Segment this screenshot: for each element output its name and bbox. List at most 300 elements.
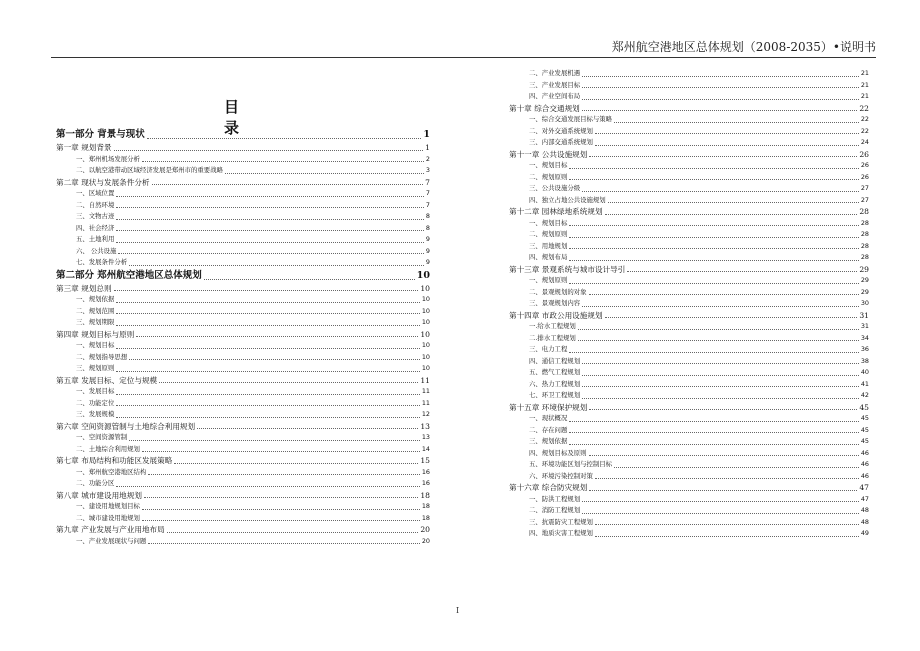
toc-leader-dots [582, 362, 859, 364]
toc-entry-chapter[interactable] [56, 421, 430, 433]
toc-entry-section[interactable] [56, 154, 430, 166]
toc-entry-section[interactable] [509, 448, 869, 460]
toc-entry-label: 二.排水工程规划 [529, 333, 576, 342]
toc-entry-label: 三、规划依据 [529, 437, 568, 445]
toc-leader-dots [116, 218, 424, 220]
toc-entry-section[interactable] [509, 160, 869, 172]
toc-entry-chapter[interactable] [56, 490, 430, 502]
toc-entry-label: 一、现状概况 [529, 414, 568, 422]
toc-entry-label: 一、郑州航空港地区结构 [76, 467, 147, 476]
toc-entry-section[interactable] [509, 275, 869, 287]
toc-entry-page: 47 [860, 494, 869, 503]
toc-entry-label: 第一部分 背景与现状 [56, 129, 145, 140]
toc-entry-section[interactable] [509, 471, 869, 483]
toc-leader-dots [114, 289, 419, 291]
toc-entry-label: 二、产业发展机遇 [529, 69, 581, 77]
toc-entry-page: 29 [859, 264, 869, 274]
toc-entry-label: 三、景观规划内容 [529, 299, 581, 307]
toc-entry-label: 四、独立占地公共设施规划 [529, 195, 606, 204]
toc-entry-page: 10 [421, 364, 430, 372]
toc-entry-page: 10 [420, 329, 430, 339]
toc-entry-section[interactable] [509, 68, 869, 80]
toc-entry-section[interactable] [509, 367, 869, 379]
toc-entry-page: 1 [423, 129, 430, 140]
toc-entry-chapter[interactable] [56, 142, 430, 154]
toc-entry-label: 第二部分 郑州航空港地区总体规划 [56, 269, 202, 281]
toc-entry-section[interactable] [509, 333, 869, 345]
toc-entry-label: 三、电力工程 [529, 345, 568, 353]
toc-leader-dots [614, 121, 859, 123]
toc-leader-dots [605, 316, 858, 318]
toc-entry-label: 二、景观规划的对象 [529, 287, 587, 296]
toc-entry-chapter[interactable] [509, 310, 869, 322]
toc-entry-page: 29 [860, 287, 869, 296]
toc-leader-dots [116, 195, 424, 197]
toc-entry-page: 14 [421, 444, 430, 453]
toc-leader-dots [578, 339, 859, 341]
toc-entry-label: 二、规划原则 [529, 172, 568, 181]
toc-entry-page: 9 [425, 246, 430, 255]
toc-entry-label: 四、产业空间布局 [529, 92, 581, 100]
toc-entry-label: 二、存在问题 [529, 425, 568, 434]
toc-entry-chapter[interactable] [56, 455, 430, 467]
toc-entry-section[interactable] [509, 126, 869, 138]
toc-entry-label: 第十二章 园林绿地系统规划 [509, 207, 603, 216]
toc-entry-section[interactable] [56, 363, 430, 375]
toc-entry-label: 第六章 空间资源管制与土地综合利用规划 [56, 421, 196, 431]
toc-entry-section[interactable] [56, 223, 430, 235]
toc-entry-section[interactable] [56, 188, 430, 200]
toc-entry-label: 三、抗震防灾工程规划 [529, 517, 593, 526]
toc-entry-part[interactable] [56, 269, 430, 283]
toc-entry-page: 29 [860, 276, 869, 284]
toc-entry-section[interactable] [56, 501, 430, 513]
toc-entry-page: 10 [421, 295, 430, 303]
toc-entry-page: 42 [860, 391, 869, 399]
toc-leader-dots [116, 404, 420, 406]
toc-entry-label: 五、土地利用 [76, 235, 115, 243]
toc-leader-dots [142, 508, 420, 510]
toc-entry-page: 18 [421, 513, 430, 522]
toc-entry-section[interactable] [56, 257, 430, 269]
toc-entry-page: 46 [860, 448, 869, 457]
toc-entry-section[interactable] [509, 252, 869, 264]
toc-leader-dots [116, 485, 420, 487]
toc-entry-section[interactable] [56, 467, 430, 479]
toc-entry-section[interactable] [509, 80, 869, 92]
toc-entry-chapter[interactable] [509, 103, 869, 115]
toc-entry-page: 12 [421, 410, 430, 418]
toc-leader-dots [589, 489, 857, 491]
toc-leader-dots [118, 252, 424, 254]
toc-entry-label: 四、社会经济 [76, 223, 115, 232]
toc-entry-section[interactable] [509, 459, 869, 471]
toc-entry-page: 21 [860, 92, 869, 100]
toc-leader-dots [582, 500, 859, 502]
toc-entry-label: 二、对外交通系统规划 [529, 126, 593, 135]
toc-entry-page: 28 [859, 207, 869, 216]
toc-leader-dots [582, 86, 859, 88]
toc-entry-page: 28 [860, 253, 869, 261]
toc-entry-label: 第四章 规划目标与原则 [56, 329, 135, 339]
toc-entry-label: 三、规划原则 [76, 364, 115, 372]
toc-entry-page: 13 [421, 433, 430, 441]
toc-leader-dots [116, 241, 424, 243]
toc-entry-page: 8 [425, 223, 430, 232]
toc-entry-chapter[interactable] [56, 375, 430, 387]
toc-entry-section[interactable] [509, 425, 869, 437]
toc-entry-label: 三、规划期限 [76, 318, 115, 326]
toc-entry-page: 41 [860, 379, 869, 388]
toc-leader-dots [582, 385, 859, 387]
toc-leader-dots [116, 393, 420, 395]
toc-leader-dots [148, 542, 420, 544]
toc-entry-label: 一、规划原则 [529, 276, 568, 284]
toc-entry-page: 16 [421, 479, 430, 487]
toc-leader-dots [582, 190, 859, 192]
toc-entry-section[interactable] [509, 494, 869, 506]
toc-leader-dots [569, 282, 859, 284]
toc-entry-page: 36 [860, 345, 869, 353]
toc-entry-page: 49 [860, 529, 869, 537]
toc-leader-dots [589, 293, 859, 295]
toc-entry-label: 二、功能分区 [76, 479, 115, 487]
toc-leader-dots [569, 443, 859, 445]
toc-entry-page: 45 [859, 402, 869, 412]
toc-entry-page: 28 [860, 241, 869, 250]
toc-entry-section[interactable] [509, 528, 869, 540]
toc-entry-section[interactable] [509, 413, 869, 425]
toc-entry-label: 三、公共设施分级 [529, 184, 581, 192]
toc-entry-label: 一、产业发展现状与问题 [76, 536, 147, 545]
toc-entry-page: 28 [860, 218, 869, 227]
toc-entry-section[interactable] [509, 137, 869, 149]
toc-leader-dots [159, 381, 418, 383]
toc-entry-section[interactable] [509, 183, 869, 195]
toc-title: 目 录 [224, 98, 248, 137]
toc-entry-page: 9 [425, 258, 430, 266]
toc-leader-dots [116, 347, 420, 349]
toc-entry-page: 11 [421, 387, 430, 395]
toc-leader-dots [144, 496, 418, 498]
page-number: I [456, 606, 460, 615]
toc-entry-page: 10 [421, 318, 430, 326]
toc-entry-page: 45 [860, 437, 869, 445]
toc-entry-label: 二、自然环境 [76, 200, 115, 209]
toc-leader-dots [174, 462, 418, 464]
toc-entry-page: 46 [860, 460, 869, 468]
toc-entry-label: 第十四章 市政公用设施规划 [509, 310, 603, 320]
toc-entry-page: 20 [420, 525, 430, 534]
toc-leader-dots [129, 439, 420, 441]
toc-entry-page: 31 [860, 322, 869, 330]
toc-entry-label: 五、燃气工程规划 [529, 368, 581, 376]
toc-leader-dots [167, 531, 419, 533]
toc-entry-label: 一、综合交通发展目标与策略 [529, 115, 613, 123]
toc-leader-dots [116, 229, 424, 231]
toc-leader-dots [147, 137, 422, 139]
toc-entry-page: 7 [425, 189, 430, 197]
toc-entry-page: 26 [859, 149, 869, 159]
toc-entry-section[interactable] [56, 478, 430, 490]
toc-entry-section[interactable] [56, 211, 430, 223]
toc-entry-section[interactable] [509, 229, 869, 241]
toc-entry-label: 六、 公共设施 [76, 246, 117, 255]
toc-entry-page: 11 [421, 398, 430, 407]
toc-leader-dots [595, 477, 859, 479]
toc-entry-section[interactable] [56, 340, 430, 352]
toc-entry-label: 四、规划布局 [529, 253, 568, 261]
toc-entry-chapter[interactable] [56, 283, 430, 295]
toc-leader-dots [582, 512, 859, 514]
toc-entry-chapter[interactable] [56, 329, 430, 341]
toc-entry-label: 六、热力工程规划 [529, 379, 581, 388]
toc-entry-label: 五、环境功能区划与控制目标 [529, 460, 613, 468]
toc-entry-page: 10 [421, 341, 430, 349]
toc-entry-label: 四、地质灾害工程规划 [529, 529, 593, 537]
toc-entry-page: 10 [421, 306, 430, 315]
toc-entry-label: 一、规划目标 [529, 161, 568, 169]
toc-entry-section[interactable] [56, 306, 430, 318]
toc-entry-label: 二、消防工程规划 [529, 506, 581, 514]
toc-entry-section[interactable] [509, 390, 869, 402]
toc-entry-page: 18 [420, 490, 430, 500]
toc-leader-dots [116, 301, 420, 303]
toc-entry-label: 一.给水工程规划 [529, 322, 576, 330]
toc-entry-page: 40 [860, 368, 869, 376]
toc-entry-page: 38 [860, 356, 869, 365]
toc-entry-page: 10 [421, 352, 430, 361]
toc-leader-dots [197, 427, 418, 429]
toc-entry-section[interactable] [509, 321, 869, 333]
toc-entry-label: 第十一章 公共设施规划 [509, 149, 588, 159]
header-divider [51, 57, 876, 58]
toc-entry-chapter[interactable] [509, 206, 869, 218]
toc-leader-dots [225, 172, 424, 174]
toc-entry-section[interactable] [56, 444, 430, 456]
toc-leader-dots [589, 454, 859, 456]
toc-entry-label: 三、用地规划 [529, 241, 568, 250]
toc-leader-dots [142, 519, 420, 521]
toc-entry-page: 2 [425, 154, 430, 163]
toc-leader-dots [152, 183, 424, 185]
toc-entry-label: 四、规划目标及原则 [529, 448, 587, 457]
toc-leader-dots [569, 259, 859, 261]
toc-leader-dots [129, 264, 424, 266]
toc-entry-label: 二、以航空港带动区域经济发展是郑州市的重要战略 [76, 166, 223, 174]
toc-leader-dots [114, 149, 424, 151]
toc-entry-section[interactable] [56, 317, 430, 329]
toc-entry-page: 10 [420, 283, 430, 293]
toc-entry-page: 48 [860, 506, 869, 514]
toc-entry-section[interactable] [509, 91, 869, 103]
toc-entry-label: 一、空间资源管制 [76, 433, 128, 441]
toc-entry-label: 三、产业发展目标 [529, 80, 581, 89]
toc-entry-section[interactable] [509, 287, 869, 299]
toc-leader-dots [595, 535, 859, 537]
toc-leader-dots [582, 374, 859, 376]
toc-entry-chapter[interactable] [509, 264, 869, 276]
toc-left-column [56, 128, 430, 547]
toc-entry-page: 9 [425, 235, 430, 243]
toc-entry-label: 第十五章 环境保护规划 [509, 402, 588, 412]
toc-leader-dots [582, 397, 859, 399]
toc-entry-label: 三、文物古迹 [76, 212, 115, 220]
toc-leader-dots [578, 328, 859, 330]
toc-entry-section[interactable] [509, 517, 869, 529]
toc-entry-label: 二、土地综合利用规划 [76, 444, 140, 453]
toc-entry-page: 15 [420, 456, 430, 465]
toc-entry-page: 1 [425, 143, 430, 152]
toc-entry-label: 第七章 布局结构和功能区发展策略 [56, 456, 173, 465]
toc-entry-page: 21 [860, 80, 869, 89]
toc-leader-dots [116, 206, 424, 208]
toc-entry-section[interactable] [56, 386, 430, 398]
toc-entry-label: 第十六章 综合防灾规划 [509, 483, 588, 492]
toc-entry-label: 六、环境污染控制对策 [529, 471, 593, 480]
toc-entry-label: 第一章 规划背景 [56, 143, 112, 152]
toc-entry-page: 27 [860, 195, 869, 204]
document-header: 郑州航空港地区总体规划（2008-2035）•说明书 [611, 40, 876, 54]
toc-entry-page: 22 [860, 115, 869, 123]
toc-entry-part[interactable] [56, 128, 430, 142]
toc-entry-page: 47 [859, 483, 869, 492]
toc-entry-section[interactable] [56, 165, 430, 177]
toc-entry-page: 24 [860, 138, 869, 146]
toc-leader-dots [582, 109, 858, 111]
toc-entry-page: 8 [425, 212, 430, 220]
toc-entry-section[interactable] [56, 409, 430, 421]
toc-entry-chapter[interactable] [509, 482, 869, 494]
toc-leader-dots [605, 213, 858, 215]
toc-entry-label: 二、规划范围 [76, 306, 115, 315]
toc-entry-section[interactable] [56, 513, 430, 525]
toc-leader-dots [569, 178, 859, 180]
toc-entry-chapter[interactable] [509, 402, 869, 414]
toc-entry-label: 一、规划目标 [76, 341, 115, 349]
toc-entry-section[interactable] [56, 352, 430, 364]
toc-entry-label: 第十三章 景观系统与城市设计导引 [509, 264, 626, 274]
toc-entry-page: 28 [860, 230, 869, 238]
toc-entry-chapter[interactable] [56, 177, 430, 189]
toc-entry-label: 七、发展条件分析 [76, 258, 128, 266]
toc-leader-dots [569, 420, 859, 422]
toc-entry-section[interactable] [509, 195, 869, 207]
toc-entry-page: 7 [425, 200, 430, 209]
toc-entry-chapter[interactable] [56, 524, 430, 536]
toc-entry-label: 一、规划依据 [76, 295, 115, 303]
toc-entry-page: 20 [421, 536, 430, 545]
toc-entry-label: 二、功能定位 [76, 398, 115, 407]
toc-entry-section[interactable] [509, 298, 869, 310]
toc-entry-label: 第五章 发展目标、定位与规模 [56, 375, 158, 385]
toc-leader-dots [129, 358, 420, 360]
toc-entry-label: 一、发展目标 [76, 387, 115, 395]
toc-entry-section[interactable] [509, 505, 869, 517]
toc-entry-section[interactable] [509, 218, 869, 230]
toc-entry-page: 10 [416, 269, 430, 281]
toc-entry-section[interactable] [509, 356, 869, 368]
toc-entry-page: 16 [421, 467, 430, 476]
toc-entry-section[interactable] [509, 344, 869, 356]
toc-entry-label: 七、环卫工程规划 [529, 391, 581, 399]
toc-entry-page: 22 [859, 103, 869, 113]
toc-entry-label: 第三章 规划总则 [56, 283, 112, 293]
toc-entry-page: 21 [860, 69, 869, 77]
toc-leader-dots [136, 335, 418, 337]
toc-entry-label: 一、规划目标 [529, 218, 568, 227]
toc-entry-label: 三、内部交通系统规划 [529, 138, 593, 146]
toc-entry-page: 22 [860, 126, 869, 135]
toc-entry-page: 34 [860, 333, 869, 342]
toc-entry-page: 45 [860, 425, 869, 434]
toc-entry-chapter[interactable] [509, 149, 869, 161]
toc-entry-page: 46 [860, 471, 869, 480]
toc-leader-dots [116, 324, 420, 326]
toc-entry-page: 3 [425, 166, 430, 174]
toc-leader-dots [582, 305, 859, 307]
toc-leader-dots [595, 132, 859, 134]
toc-entry-label: 第八章 城市建设用地规划 [56, 490, 142, 500]
toc-entry-label: 一、区域位置 [76, 189, 115, 197]
toc-entry-label: 二、规划指导思想 [76, 352, 128, 361]
toc-entry-page: 11 [420, 375, 430, 385]
toc-entry-section[interactable] [56, 294, 430, 306]
toc-leader-dots [569, 431, 859, 433]
toc-entry-page: 31 [859, 310, 869, 320]
toc-entry-label: 第十章 综合交通规划 [509, 103, 580, 113]
toc-entry-page: 26 [860, 172, 869, 181]
toc-entry-section[interactable] [56, 432, 430, 444]
toc-entry-section[interactable] [509, 379, 869, 391]
toc-entry-section[interactable] [56, 246, 430, 258]
toc-leader-dots [569, 247, 859, 249]
toc-leader-dots [627, 270, 857, 272]
toc-entry-section[interactable] [56, 398, 430, 410]
toc-leader-dots [142, 160, 424, 162]
toc-leader-dots [569, 224, 859, 226]
toc-entry-page: 45 [860, 414, 869, 422]
toc-entry-label: 一、郑州机场发展分析 [76, 154, 140, 163]
toc-entry-label: 四、通信工程规划 [529, 356, 581, 365]
toc-entry-label: 三、发展规模 [76, 410, 115, 418]
toc-right-column [509, 68, 869, 540]
toc-leader-dots [595, 523, 859, 525]
toc-entry-page: 26 [860, 161, 869, 169]
toc-entry-section[interactable] [56, 536, 430, 548]
toc-leader-dots [582, 98, 859, 100]
toc-entry-section[interactable] [509, 436, 869, 448]
toc-leader-dots [595, 144, 859, 146]
toc-entry-label: 一、防洪工程规划 [529, 494, 581, 503]
toc-entry-label: 二、城市建设用地规划 [76, 513, 140, 522]
toc-entry-page: 18 [421, 502, 430, 510]
toc-leader-dots [148, 473, 420, 475]
toc-entry-page: 30 [860, 299, 869, 307]
toc-leader-dots [569, 167, 859, 169]
toc-leader-dots [582, 75, 859, 77]
toc-leader-dots [589, 408, 857, 410]
toc-entry-section[interactable] [509, 241, 869, 253]
toc-leader-dots [116, 416, 420, 418]
toc-entry-page: 48 [860, 517, 869, 526]
toc-entry-section[interactable] [56, 200, 430, 212]
toc-entry-section[interactable] [509, 172, 869, 184]
toc-leader-dots [608, 201, 859, 203]
toc-entry-section[interactable] [56, 234, 430, 246]
toc-leader-dots [142, 450, 420, 452]
toc-entry-section[interactable] [509, 114, 869, 126]
